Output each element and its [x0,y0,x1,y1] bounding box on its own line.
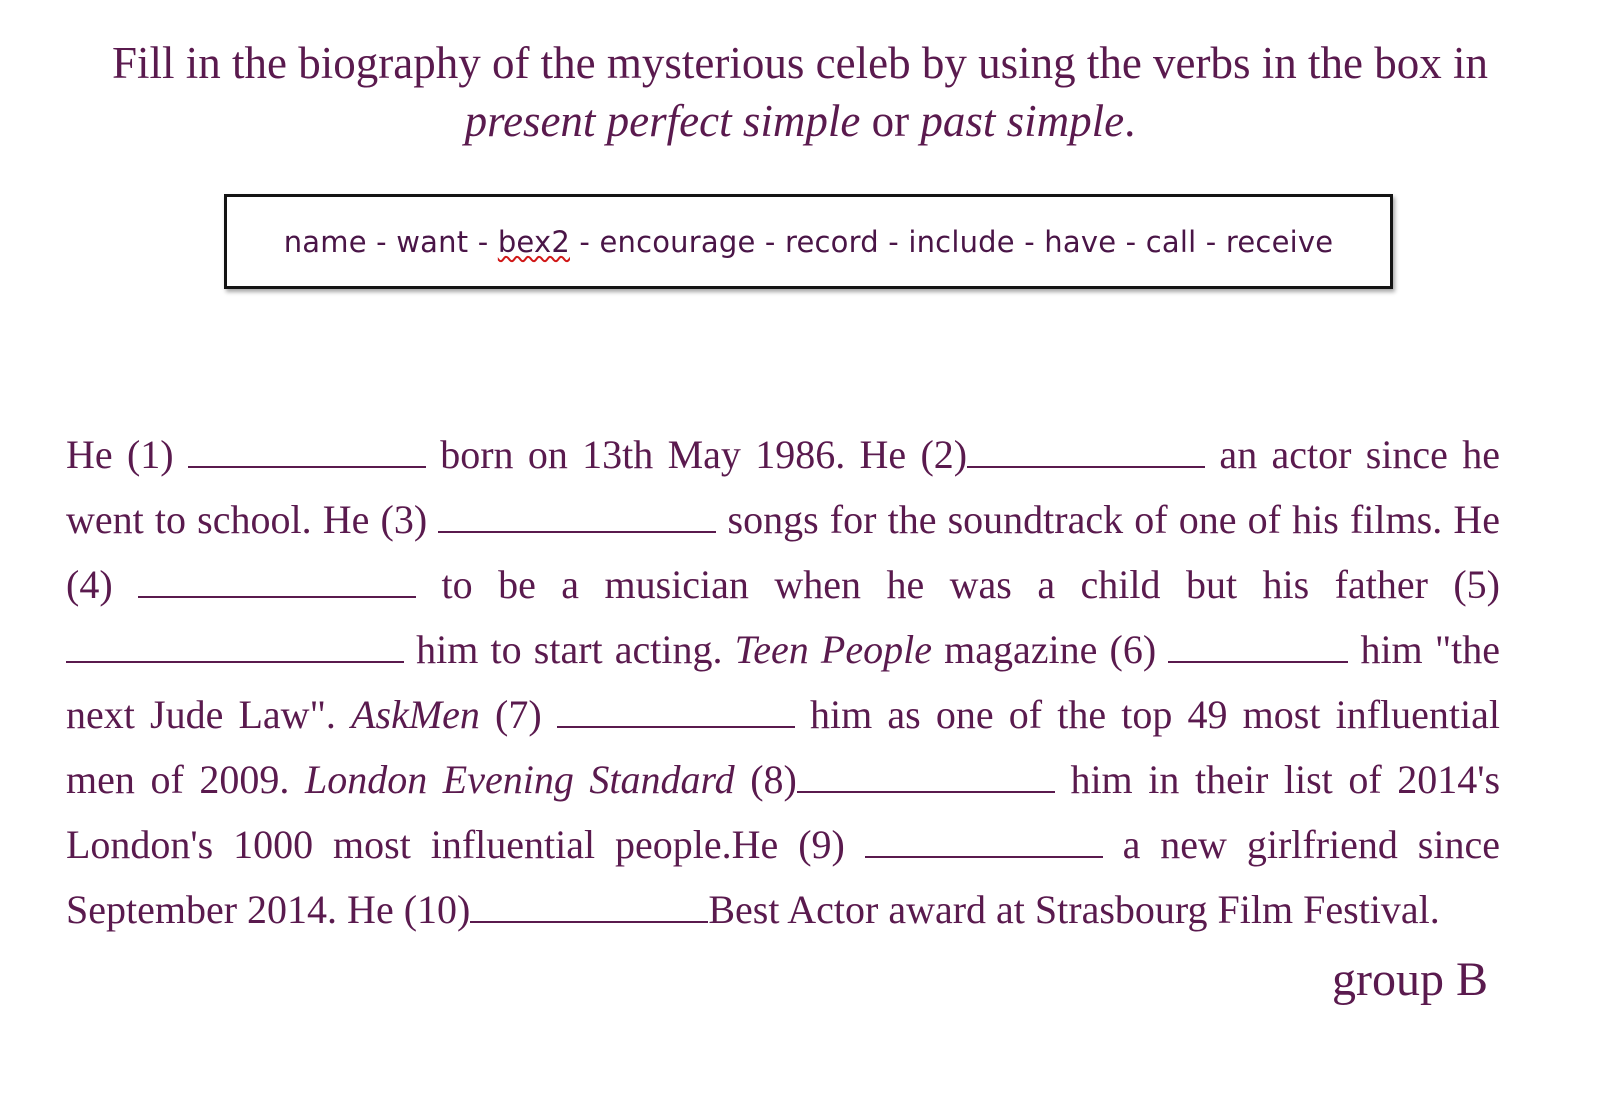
verb-list-part-2: - encourage - record - include - have - call - receive [569,224,1334,259]
text-segment: a new girlfriend since September 2014. He (10) [66,822,1500,932]
verb-list [284,225,1334,259]
spellcheck-flagged-word: bex2 [497,224,570,259]
newspaper-name: London Evening Standard [304,757,735,802]
blank-8[interactable] [797,765,1055,793]
text-segment: him "the next Jude Law". [66,627,1501,737]
text-segment: (7) [479,692,557,737]
text-segment: songs for the soundtrack of one of his films. He (4) [66,497,1500,607]
text-segment: Best Actor award at Strasbourg Film Festival. [708,887,1440,932]
text-segment: born on 13th May 1986. He (2) [425,432,968,477]
text-segment: him in their list of 2014's London's 1000 most influential people.He (9) [66,757,1501,867]
instructions-line-2 [0,92,1600,150]
instructions-connector: or [860,96,921,146]
group-label: group B [1332,953,1488,1006]
text-segment: him to start acting. [404,627,735,672]
text-segment: magazine (6) [931,627,1169,672]
blank-10[interactable] [470,895,708,923]
blank-3[interactable] [438,505,716,533]
biography-text [66,422,1500,942]
text-segment: him as one of the top 49 most influential men of 2009. [66,692,1501,802]
blank-2[interactable] [967,440,1205,468]
tense-present-perfect: present perfect simple [464,96,861,146]
instructions-end: . [1124,96,1136,146]
blank-4[interactable] [138,570,416,598]
blank-9[interactable] [865,830,1103,858]
text-segment: (8) [734,757,797,802]
verb-box [224,194,1393,289]
blank-6[interactable] [1168,635,1348,663]
text-segment: an actor since he went to school. He (3) [66,432,1501,542]
blank-1[interactable] [188,440,426,468]
magazine-name: Teen People [734,627,932,672]
blank-7[interactable] [557,700,795,728]
website-name: AskMen [351,692,480,737]
instructions-line-1: Fill in the biography of the mysterious celeb by using the verbs in the box in [111,38,1489,88]
text-segment: to be a musician when he was a child but his father (5) [416,562,1500,607]
instructions-title [0,34,1600,150]
text-segment: He (1) [66,432,188,477]
blank-5[interactable] [66,635,404,663]
tense-past-simple: past simple [920,96,1125,146]
verb-list-part-1: name - want - [283,224,498,259]
